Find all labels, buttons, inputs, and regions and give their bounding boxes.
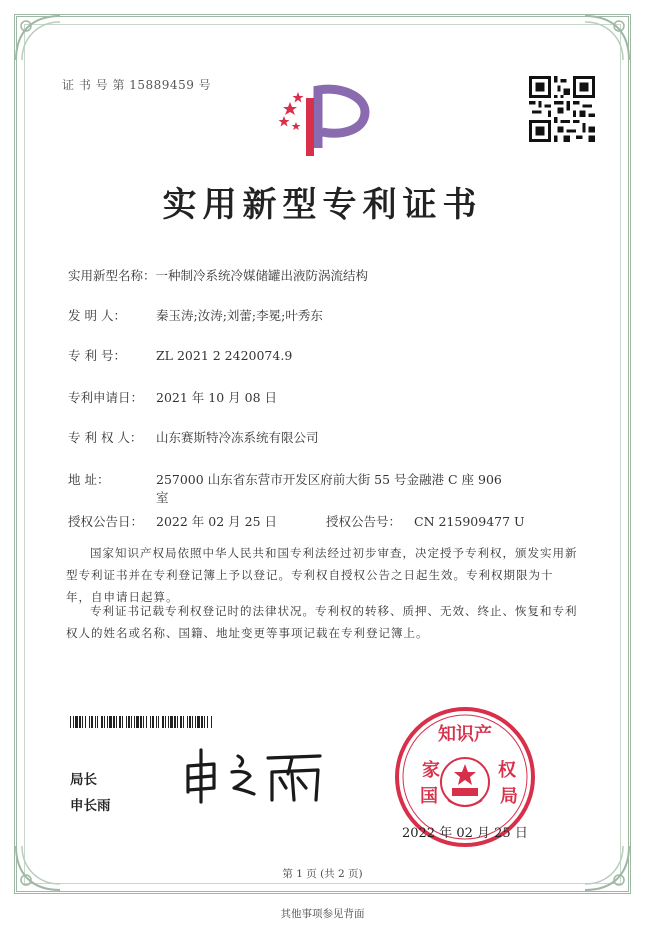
field-inventors bbox=[68, 306, 323, 324]
svg-text:权: 权 bbox=[498, 760, 516, 781]
field-utility-model-name bbox=[68, 266, 368, 284]
field-patent-number bbox=[68, 346, 292, 364]
field-address bbox=[68, 470, 502, 488]
field-label: 实用新型名称： bbox=[68, 268, 156, 283]
field-grant-publication-number bbox=[326, 512, 525, 530]
field-label: 专 利 号： bbox=[68, 348, 126, 363]
field-value: ZL 2021 2 2420074.9 bbox=[156, 348, 293, 363]
field-patentee bbox=[68, 428, 319, 446]
field-value: 2022 年 02 月 25 日 bbox=[156, 514, 277, 529]
field-grant-date bbox=[68, 512, 277, 530]
field-label: 授权公告日： bbox=[68, 514, 144, 529]
footer-note: 其他事项参见背面 bbox=[280, 908, 365, 920]
svg-text:家: 家 bbox=[422, 760, 440, 781]
qr-code-icon bbox=[529, 76, 595, 142]
field-label: 发 明 人： bbox=[68, 308, 126, 323]
patent-office-emblem-icon bbox=[270, 78, 380, 158]
field-label: 专 利 权 人： bbox=[68, 430, 143, 445]
field-value: 257000 山东省东营市开发区府前大街 55 号金融港 C 座 906 bbox=[156, 472, 502, 487]
certificate-title: 实用新型专利证书 bbox=[162, 185, 483, 225]
field-address-continued: 室 bbox=[156, 490, 169, 505]
statement-paragraph-1: 国家知识产权局依照中华人民共和国专利法经过初步审查，决定授予专利权，颁发实用新型专利证书并在专利登记簿上予以登记。专利权自授权公告之日起生效。专利权期限为十年，自申请日起算。 bbox=[66, 546, 578, 604]
field-value: 2021 年 10 月 08 日 bbox=[156, 390, 277, 405]
field-label: 授权公告号： bbox=[326, 514, 402, 529]
statement-paragraph-2: 专利证书记载专利权登记时的法律状况。专利权的转移、质押、无效、终止、恢复和专利权人的姓名或名称、国籍、地址变更等事项记载在专利登记簿上。 bbox=[66, 604, 578, 640]
page-indicator: 第 1 页 (共 2 页) bbox=[282, 868, 363, 880]
seal-date: 2022 年 02 月 25 日 bbox=[402, 826, 528, 841]
barcode-icon bbox=[70, 716, 212, 728]
field-value: 一种制冷系统冷媒储罐出液防涡流结构 bbox=[155, 268, 369, 283]
corner-ornament-top-left-icon bbox=[12, 12, 64, 64]
signatory-name: 申长雨 bbox=[70, 798, 111, 814]
field-value: 山东赛斯特冷冻系统有限公司 bbox=[156, 430, 319, 445]
corner-ornament-top-right-icon bbox=[581, 12, 633, 64]
field-value: CN 215909477 U bbox=[414, 514, 525, 529]
field-application-date bbox=[68, 388, 277, 406]
svg-text:知识产: 知识产 bbox=[438, 724, 492, 745]
signatory-title: 局长 bbox=[70, 772, 97, 788]
signature-icon bbox=[180, 744, 330, 806]
certificate-number: 证 书 号 第 15889459 号 bbox=[62, 78, 212, 92]
field-value: 秦玉涛;汝涛;刘蕾;李冕;叶秀东 bbox=[156, 308, 323, 323]
svg-text:国: 国 bbox=[420, 786, 438, 807]
field-label: 地 址： bbox=[68, 472, 110, 487]
field-label: 专利申请日： bbox=[68, 390, 144, 405]
svg-text:局: 局 bbox=[500, 786, 518, 807]
